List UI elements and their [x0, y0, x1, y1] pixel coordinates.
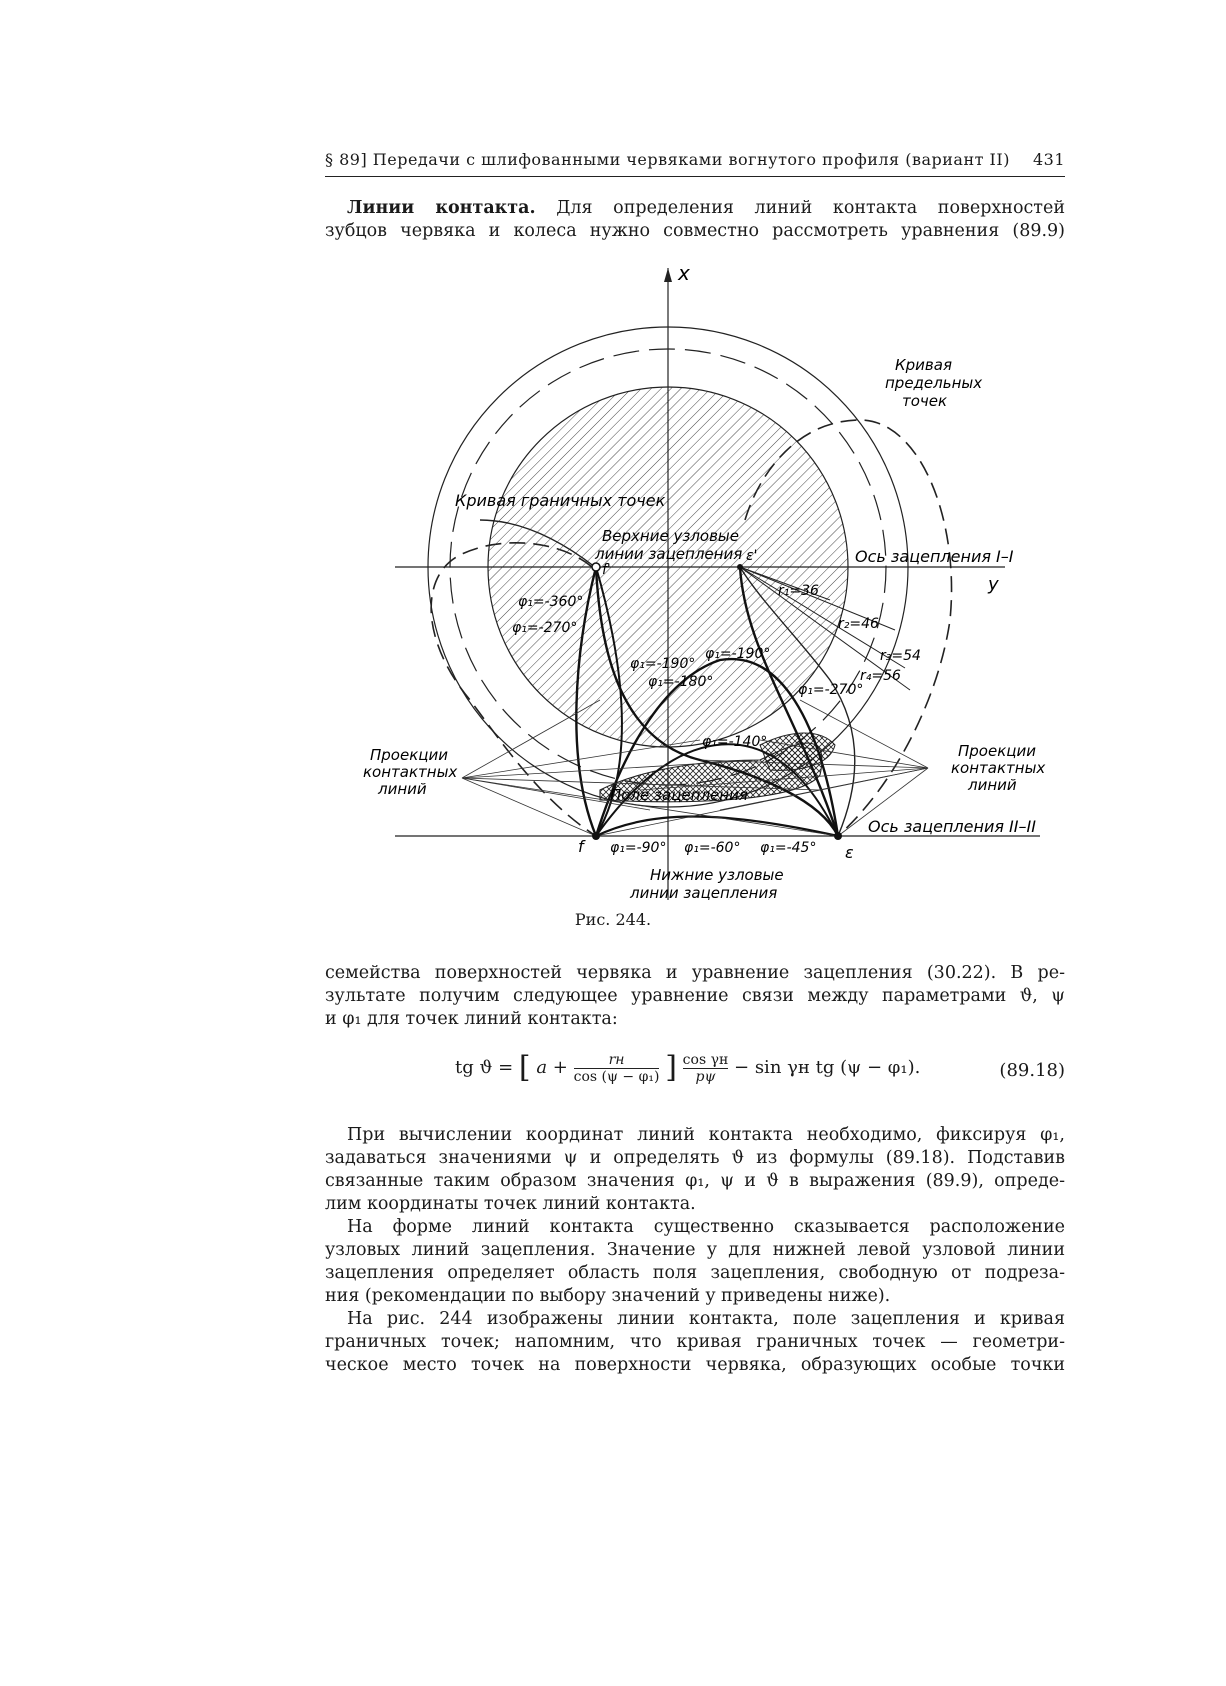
lower-nodal-label-2: линии зацепления [630, 884, 778, 900]
proj-right-label-3: линий [968, 776, 1017, 794]
phi-label-9: φ₁=-60° [684, 840, 741, 856]
formula-body: tg ϑ = [ a + rн cos (ψ − φ₁) ] cos γн pψ − sin γн tg (ψ − φ₁). [455, 1050, 921, 1085]
phi-label-7: φ₁=-140° [702, 734, 768, 750]
radius-label-4: r₄=56 [860, 668, 901, 684]
point-f1-label: f' [602, 562, 611, 578]
para2-line-2: зультате получим следующее уравнение связи между параметрами ϑ, ψ [325, 986, 1065, 1006]
point-f-label: f [578, 837, 584, 856]
upper-nodal-label-1: Верхние узловые [602, 527, 739, 545]
radius-label-3: r₃=54 [880, 648, 921, 664]
para4-line-3: зацепления определяет область поля зацепления, свободную от подреза- [325, 1263, 1065, 1283]
formula-tail: − sin γн tg (ψ − φ₁). [734, 1057, 921, 1078]
page-number: 431 [1032, 150, 1065, 169]
lower-nodal-label-1: Нижние узловые [650, 866, 784, 884]
para3-line-1 [325, 1124, 1065, 1147]
para3-line-3: связанные таким образом значения φ₁, ψ и ϑ в выражения (89.9), опреде- [325, 1171, 1065, 1191]
boundary-curve-label: Кривая граничных точек [455, 491, 666, 510]
point-e1-label: ε' [746, 548, 758, 564]
axis-x-arrow [664, 268, 672, 282]
intro-line-1-rest: Для определения линий контакта поверхностей [556, 198, 1065, 218]
para5-line-1-text: На рис. 244 изображены линии контакта, поле зацепления и кривая [347, 1309, 1065, 1329]
para4-line-2: узловых линий зацепления. Значение y для нижней левой узловой линии [325, 1240, 1065, 1260]
para2-line-1: семейства поверхностей червяка и уравнение зацепления (30.22). В ре- [325, 963, 1065, 983]
phi-label-8: φ₁=-90° [610, 840, 667, 856]
point-f-dot [592, 832, 600, 840]
axis-2-label: Ось зацепления II–II [868, 817, 1036, 836]
intro-line-2: зубцов червяка и колеса нужно совместно рассмотреть уравнения (89.9) [325, 221, 1065, 241]
para2-line-3: и φ₁ для точек линий контакта: [325, 1009, 618, 1029]
formula-frac2-den: pψ [695, 1068, 716, 1085]
point-f1-dot [592, 563, 600, 571]
point-e-dot [834, 832, 842, 840]
para5-line-2: граничных точек; напомним, что кривая граничных точек — геометри- [325, 1332, 1065, 1352]
figure-caption: Рис. 244. [574, 910, 652, 929]
para4-line-1-text: На форме линий контакта существенно сказывается расположение [347, 1217, 1065, 1237]
upper-nodal-label-2: линии зацепления [595, 545, 743, 563]
para5-line-3: ческое место точек на поверхности червяка, образующих особые точки [325, 1355, 1065, 1375]
limit-curves-label-3: точек [902, 392, 948, 410]
phi-label-5: φ₁=-190° [705, 646, 771, 662]
para3-line-2: задаваться значениями ψ и определять ϑ из формулы (89.18). Подставив [325, 1148, 1065, 1168]
formula-number: (89.18) [999, 1060, 1065, 1081]
lower-nodal-line [596, 817, 838, 837]
point-e-label: ε [845, 843, 854, 862]
header-title: § 89] Передачи с шлифованными червяками вогнутого профиля (вариант II) [325, 150, 1010, 169]
proj-left-label-3: линий [378, 780, 427, 798]
limit-curves-label-1: Кривая [895, 356, 952, 374]
proj-right-label-2: контактных [951, 759, 1046, 777]
formula-frac-num: rн [574, 1052, 660, 1069]
radius-label-2: r₂=46 [838, 616, 879, 632]
proj-right-label-1: Проекции [958, 742, 1036, 760]
formula-frac2-num: cos γн [682, 1051, 729, 1068]
point-e1-dot [737, 564, 743, 570]
para4-line-1 [325, 1216, 1065, 1239]
proj-left-label-2: контактных [363, 763, 458, 781]
radius-label-1: r₁=36 [778, 583, 819, 599]
para4-line-4: ния (рекомендации по выбору значений y приведены ниже). [325, 1286, 891, 1306]
phi-label-4: φ₁=-180° [648, 674, 714, 690]
axis-1-label: Ось зацепления I–I [855, 547, 1014, 566]
proj-left-label-1: Проекции [370, 746, 448, 764]
phi-label-10: φ₁=-45° [760, 840, 817, 856]
limit-curves-label-2: предельных [885, 374, 983, 392]
para3-line-4: лим координаты точек линий контакта. [325, 1194, 696, 1214]
formula-lhs: tg ϑ = [455, 1057, 514, 1078]
para3-line-1-text: При вычислении координат линий контакта необходимо, фиксируя φ₁, [347, 1125, 1065, 1145]
para5-line-1 [325, 1308, 1065, 1331]
field-label: Поле зацепления [610, 786, 748, 804]
formula-frac-den: cos (ψ − φ₁) [573, 1068, 660, 1085]
phi-label-3: φ₁=-190° [630, 656, 696, 672]
formula-89-18 [325, 1050, 1065, 1094]
phi-label-6: φ₁=-270° [798, 682, 864, 698]
phi-label-1: φ₁=-360° [518, 594, 584, 610]
intro-heading: Линии контакта. [347, 198, 536, 218]
formula-a: a + [536, 1057, 568, 1078]
axis-y-label: y [988, 574, 999, 595]
phi-label-2: φ₁=-270° [512, 620, 578, 636]
axis-x-label: x [678, 261, 690, 285]
